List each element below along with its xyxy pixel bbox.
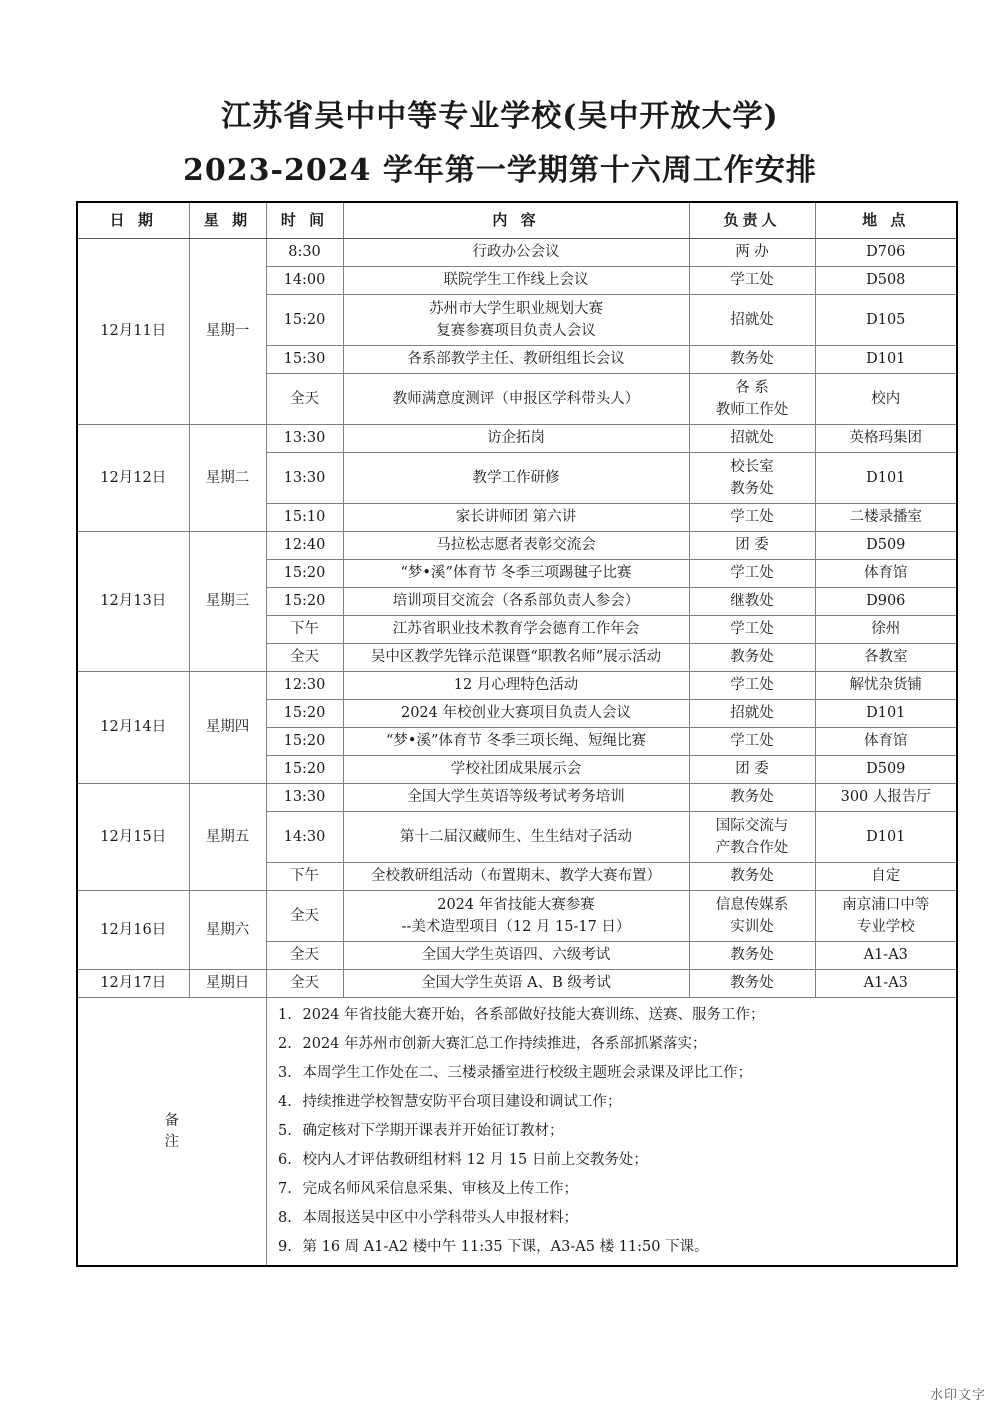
cell-date: 12月15日: [77, 784, 189, 891]
notes-content: [266, 998, 957, 1267]
weekly-schedule-table: [76, 201, 958, 1267]
cell-time: 12:40: [266, 532, 343, 560]
column-header-weekday: 星 期: [189, 202, 266, 239]
cell-place: 解忧杂货铺: [815, 672, 957, 700]
table-row: [77, 532, 957, 560]
notes-label-line-1: 备: [164, 1112, 179, 1129]
cell-time: 下午: [266, 616, 343, 644]
note-item: 7. 完成名师风采信息采集、审核及上传工作；: [297, 1175, 953, 1204]
table-row: [77, 239, 957, 267]
cell-time: 15:30: [266, 346, 343, 374]
column-header-content: 内 容: [343, 202, 689, 239]
cell-place: 自定: [815, 863, 957, 891]
cell-content-line-1: 苏州市大学生职业规划大赛: [429, 301, 603, 317]
cell-owner: [689, 453, 815, 504]
note-item: 6. 校内人才评估教研组材料 12 月 15 日前上交教务处；: [297, 1146, 953, 1175]
cell-time: 全天: [266, 970, 343, 998]
cell-owner: 团 委: [689, 756, 815, 784]
header-row: [77, 202, 957, 239]
cell-time: 15:20: [266, 295, 343, 346]
cell-time: 15:20: [266, 588, 343, 616]
cell-place: D101: [815, 453, 957, 504]
cell-owner: 教务处: [689, 863, 815, 891]
schedule-table-wrapper: [76, 201, 956, 1267]
cell-content: 吴中区教学先锋示范课暨“职教名师”展示活动: [343, 644, 689, 672]
page-title: 江苏省吴中中等专业学校(吴中开放大学): [221, 99, 779, 134]
table-row: [77, 784, 957, 812]
cell-place: D101: [815, 700, 957, 728]
cell-place: D508: [815, 267, 957, 295]
cell-date: 12月11日: [77, 239, 189, 425]
cell-content: 全校教研组活动（布置期末、教学大赛布置）: [343, 863, 689, 891]
cell-content: 12 月心理特色活动: [343, 672, 689, 700]
cell-weekday: 星期四: [189, 672, 266, 784]
cell-content: 全国大学生英语四、六级考试: [343, 942, 689, 970]
cell-place: 体育馆: [815, 728, 957, 756]
table-row: [77, 891, 957, 942]
cell-content: 各系部教学主任、教研组组长会议: [343, 346, 689, 374]
cell-owner: 招就处: [689, 700, 815, 728]
cell-place: D906: [815, 588, 957, 616]
cell-place: A1-A3: [815, 942, 957, 970]
cell-time: 15:20: [266, 728, 343, 756]
cell-weekday: 星期五: [189, 784, 266, 891]
note-item: 4. 持续推进学校智慧安防平台项目建设和调试工作；: [297, 1088, 953, 1117]
cell-content: “梦•溪”体育节 冬季三项长绳、短绳比赛: [343, 728, 689, 756]
cell-owner: 教务处: [689, 942, 815, 970]
cell-owner: 招就处: [689, 425, 815, 453]
cell-owner: 团 委: [689, 532, 815, 560]
page-subtitle: 2023-2024 学年第一学期第十六周工作安排: [183, 153, 817, 188]
cell-time: 15:20: [266, 700, 343, 728]
cell-place-line-1: 南京浦口中等: [842, 897, 930, 913]
table-row: [77, 970, 957, 998]
cell-owner: 学工处: [689, 616, 815, 644]
cell-place: D509: [815, 756, 957, 784]
cell-owner: 学工处: [689, 728, 815, 756]
cell-content: 教师满意度测评（申报区学科带头人）: [343, 374, 689, 425]
note-item: 5. 确定核对下学期开课表并开始征订教材；: [297, 1117, 953, 1146]
cell-time: 14:30: [266, 812, 343, 863]
cell-content: 行政办公会议: [343, 239, 689, 267]
notes-label-line-2: 注: [164, 1133, 179, 1150]
cell-content-line-2: --美术造型项目（12 月 15-17 日）: [401, 919, 631, 935]
note-item: 9. 第 16 周 A1-A2 楼中午 11:35 下课，A3-A5 楼 11:50 下课。: [297, 1233, 953, 1262]
cell-time: 13:30: [266, 425, 343, 453]
cell-owner: [689, 374, 815, 425]
cell-content: 2024 年校创业大赛项目负责人会议: [343, 700, 689, 728]
cell-owner-line-2: 教务处: [730, 481, 774, 497]
cell-content: “梦•溪”体育节 冬季三项踢毽子比赛: [343, 560, 689, 588]
cell-content: 全国大学生英语 A、B 级考试: [343, 970, 689, 998]
cell-owner: 学工处: [689, 504, 815, 532]
cell-place: A1-A3: [815, 970, 957, 998]
cell-time: 全天: [266, 942, 343, 970]
cell-date: 12月17日: [77, 970, 189, 998]
cell-weekday: 星期二: [189, 425, 266, 532]
cell-place: 300 人报告厅: [815, 784, 957, 812]
cell-owner-line-1: 校长室: [730, 459, 774, 475]
table-footer: [77, 998, 957, 1267]
cell-owner: 招就处: [689, 295, 815, 346]
notes-row: [77, 998, 957, 1267]
watermark: 水印文字: [929, 1388, 986, 1403]
cell-owner: [689, 891, 815, 942]
cell-content: 江苏省职业技术教育学会德育工作年会: [343, 616, 689, 644]
cell-owner: [689, 812, 815, 863]
cell-owner: 继教处: [689, 588, 815, 616]
cell-content: 马拉松志愿者表彰交流会: [343, 532, 689, 560]
notes-label: [77, 998, 266, 1267]
table-body: [77, 239, 957, 998]
cell-content: 教学工作研修: [343, 453, 689, 504]
cell-time: 全天: [266, 374, 343, 425]
cell-time: 全天: [266, 644, 343, 672]
cell-content-line-1: 2024 年省技能大赛参赛: [437, 897, 595, 913]
cell-content: 全国大学生英语等级考试考务培训: [343, 784, 689, 812]
cell-time: 15:20: [266, 756, 343, 784]
cell-date: 12月13日: [77, 532, 189, 672]
note-item: 1. 2024 年省技能大赛开始，各系部做好技能大赛训练、送赛、服务工作；: [297, 1001, 953, 1030]
note-item: 8. 本周报送吴中区中小学科带头人申报材料；: [297, 1204, 953, 1233]
cell-place: D509: [815, 532, 957, 560]
cell-content: 培训项目交流会（各系部负责人参会）: [343, 588, 689, 616]
notes-list: [271, 1001, 953, 1262]
cell-place-line-2: 专业学校: [856, 919, 915, 935]
cell-owner: 教务处: [689, 644, 815, 672]
column-header-place: 地 点: [815, 202, 957, 239]
table-row: [77, 672, 957, 700]
table-row: [77, 425, 957, 453]
cell-time: 15:10: [266, 504, 343, 532]
cell-place: 徐州: [815, 616, 957, 644]
cell-place: 体育馆: [815, 560, 957, 588]
cell-place: 校内: [815, 374, 957, 425]
cell-weekday: 星期三: [189, 532, 266, 672]
cell-time: 8:30: [266, 239, 343, 267]
cell-time: 下午: [266, 863, 343, 891]
cell-owner-line-1: 国际交流与: [715, 818, 789, 834]
cell-owner: 教务处: [689, 346, 815, 374]
cell-place: 二楼录播室: [815, 504, 957, 532]
cell-content: 访企拓岗: [343, 425, 689, 453]
document-title-block: [0, 96, 1000, 192]
cell-time: 全天: [266, 891, 343, 942]
cell-content: [343, 295, 689, 346]
cell-place: D101: [815, 346, 957, 374]
cell-content: 家长讲师团 第六讲: [343, 504, 689, 532]
cell-date: 12月12日: [77, 425, 189, 532]
cell-content-line-2: 复赛参赛项目负责人会议: [436, 323, 596, 339]
cell-owner-line-2: 教师工作处: [715, 402, 789, 418]
cell-weekday: 星期一: [189, 239, 266, 425]
table-header: [77, 202, 957, 239]
cell-place: D101: [815, 812, 957, 863]
cell-content: [343, 891, 689, 942]
cell-owner: 学工处: [689, 672, 815, 700]
cell-date: 12月14日: [77, 672, 189, 784]
cell-content: 联院学生工作线上会议: [343, 267, 689, 295]
cell-content: 第十二届汉藏师生、生生结对子活动: [343, 812, 689, 863]
cell-weekday: 星期日: [189, 970, 266, 998]
cell-time: 13:30: [266, 784, 343, 812]
cell-place: 各教室: [815, 644, 957, 672]
cell-place: [815, 891, 957, 942]
cell-owner: 教务处: [689, 784, 815, 812]
cell-time: 14:00: [266, 267, 343, 295]
cell-owner-line-2: 实训处: [730, 919, 774, 935]
column-header-owner: 负责人: [689, 202, 815, 239]
column-header-time: 时 间: [266, 202, 343, 239]
cell-owner: 学工处: [689, 267, 815, 295]
cell-owner: 两 办: [689, 239, 815, 267]
cell-place: D105: [815, 295, 957, 346]
cell-place: D706: [815, 239, 957, 267]
cell-time: 12:30: [266, 672, 343, 700]
cell-owner-line-2: 产教合作处: [715, 840, 789, 856]
cell-owner-line-1: 信息传媒系: [715, 897, 789, 913]
note-item: 2. 2024 年苏州市创新大赛汇总工作持续推进，各系部抓紧落实；: [297, 1030, 953, 1059]
cell-weekday: 星期六: [189, 891, 266, 970]
cell-owner: 学工处: [689, 560, 815, 588]
cell-owner: 教务处: [689, 970, 815, 998]
cell-time: 13:30: [266, 453, 343, 504]
note-item: 3. 本周学生工作处在二、三楼录播室进行校级主题班会录课及评比工作；: [297, 1059, 953, 1088]
cell-date: 12月16日: [77, 891, 189, 970]
column-header-date: 日 期: [77, 202, 189, 239]
cell-content: 学校社团成果展示会: [343, 756, 689, 784]
cell-owner-line-1: 各 系: [735, 380, 769, 396]
cell-time: 15:20: [266, 560, 343, 588]
cell-place: 英格玛集团: [815, 425, 957, 453]
